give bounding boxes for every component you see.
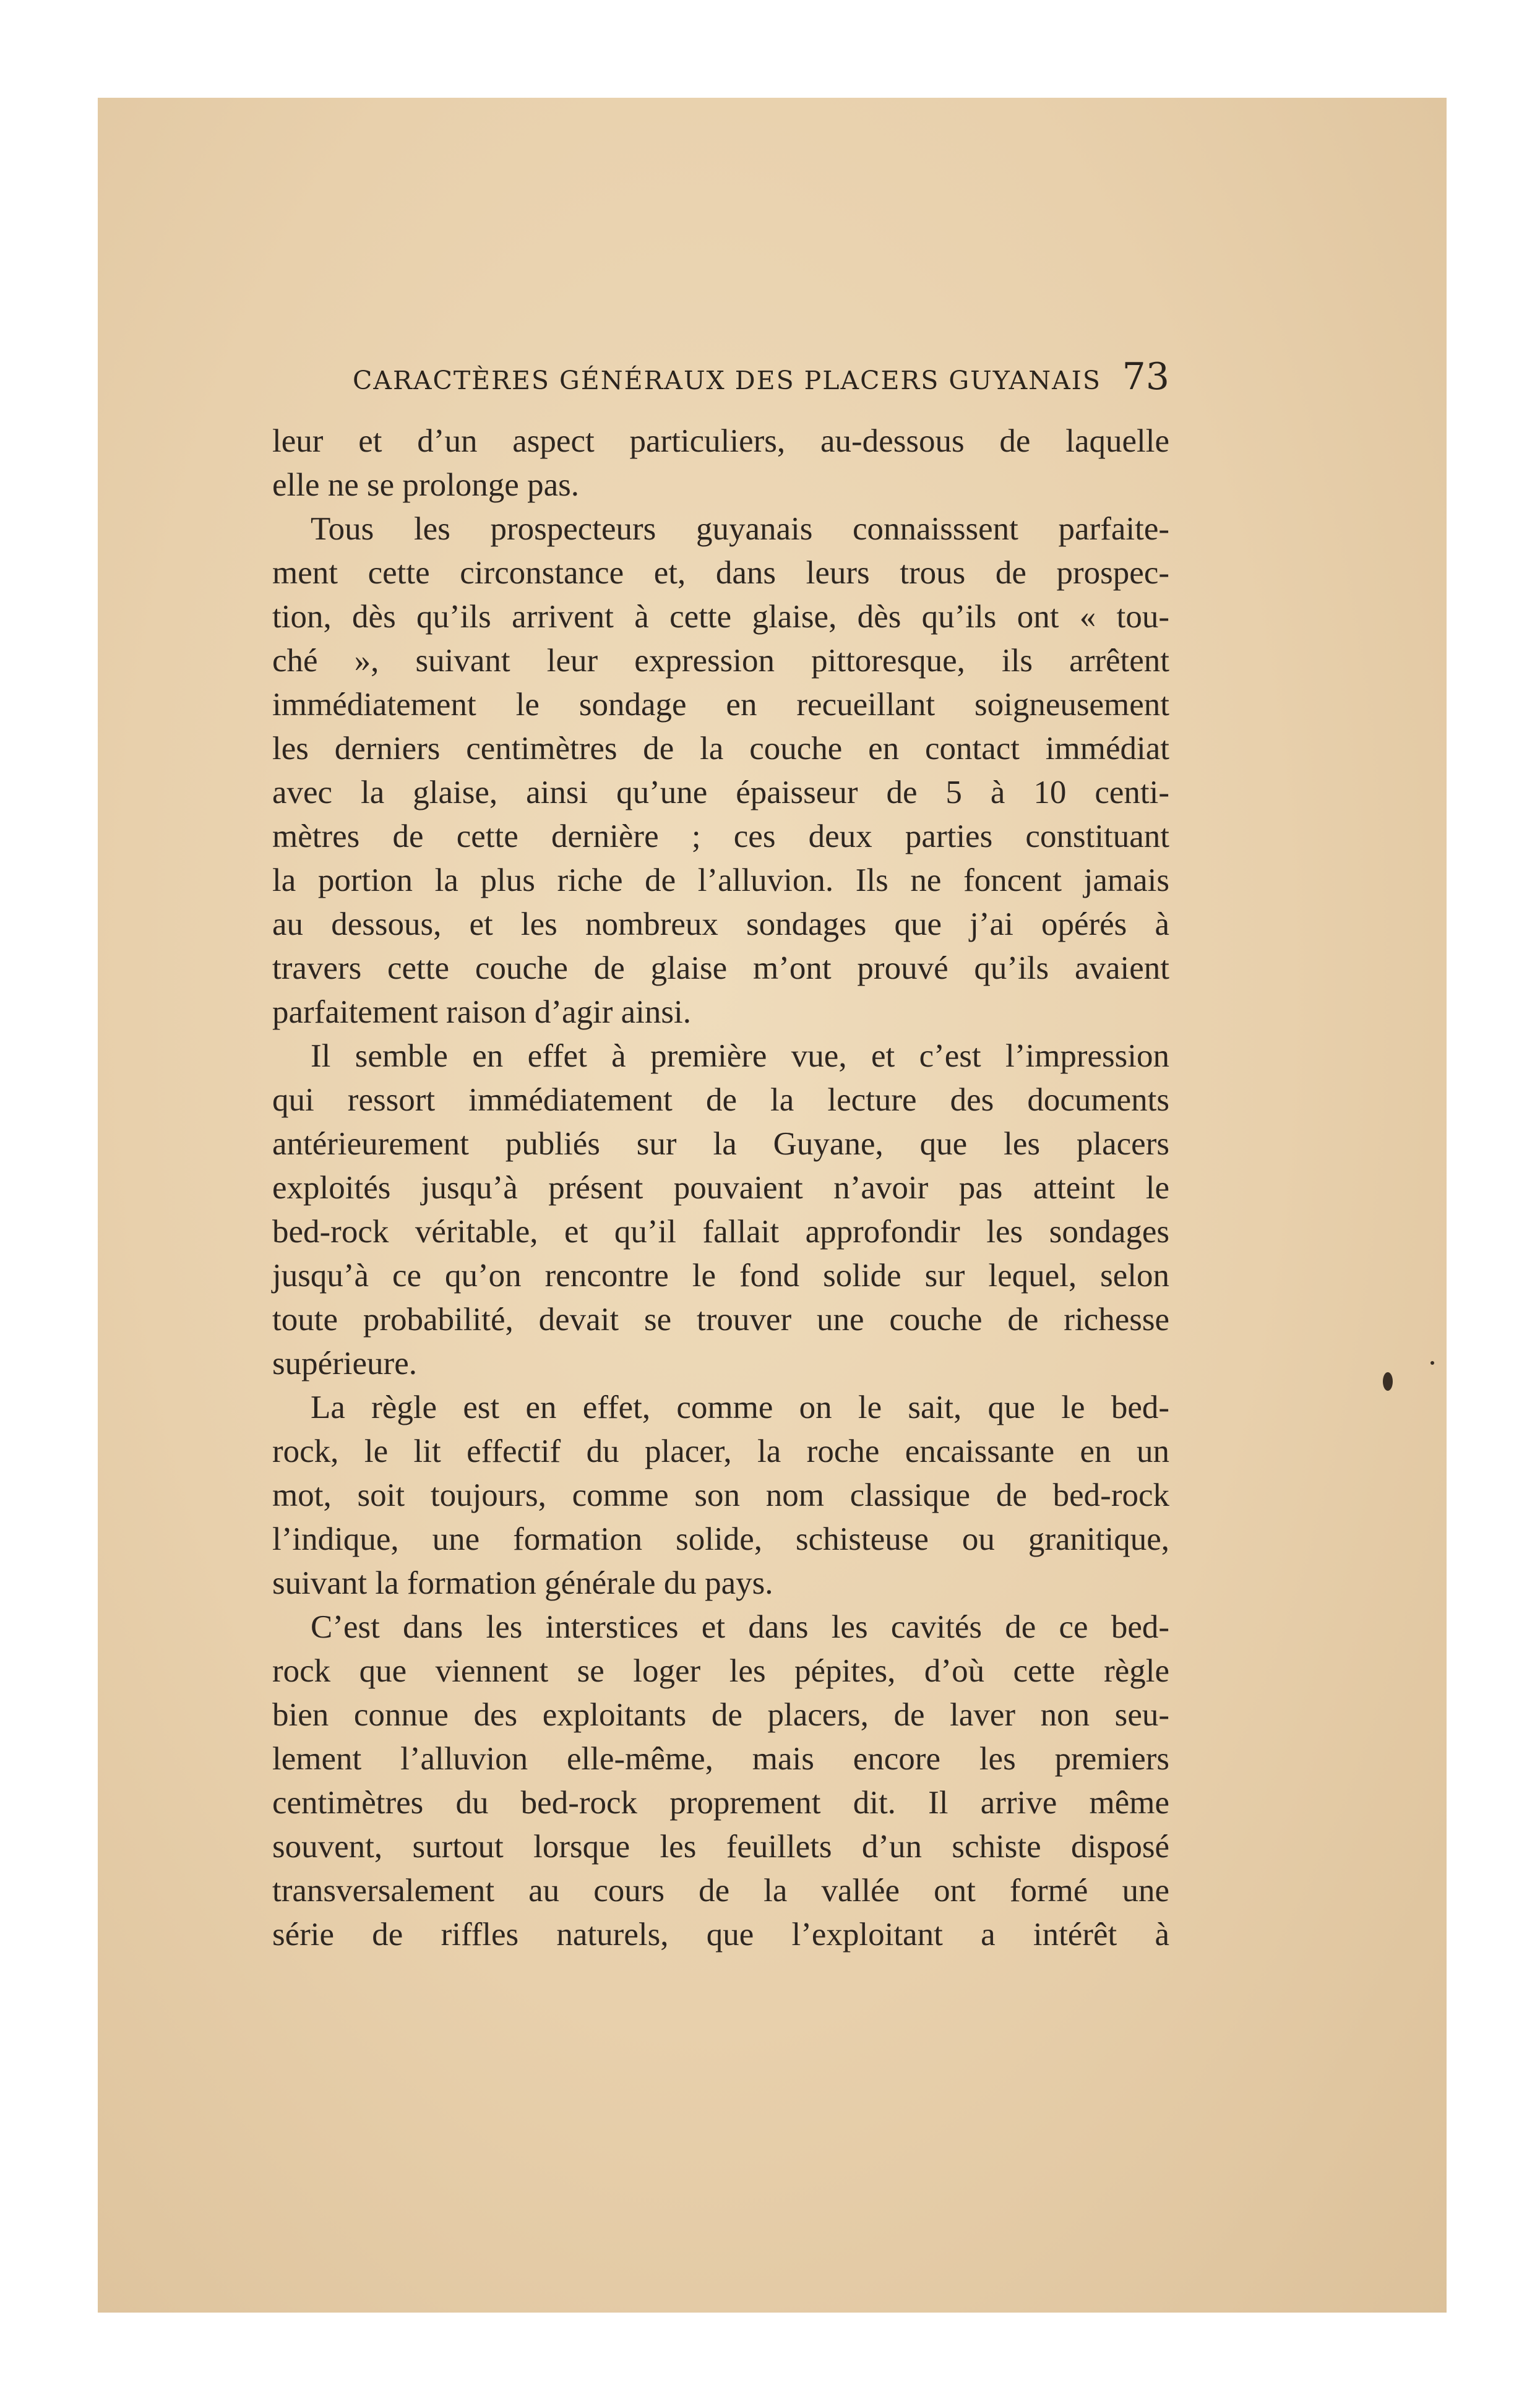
text-line: C’est dans les interstices et dans les cavités de ce bed-: [311, 1609, 1169, 1645]
text-line: rock que viennent se loger les pépites, d’où cette règle: [272, 1653, 1169, 1689]
text-line: l’indique, une formation solide, schisteuse ou granitique,: [272, 1521, 1169, 1557]
text-line: série de riffles naturels, que l’exploitant a intérêt à: [272, 1917, 1169, 1953]
text-line: suivant la formation générale du pays.: [272, 1565, 773, 1601]
text-line: bed-rock véritable, et qu’il fallait approfondir les sondages: [272, 1214, 1169, 1250]
text-line: supérieure.: [272, 1346, 417, 1381]
text-line: les derniers centimètres de la couche en contact immédiat: [272, 731, 1169, 767]
text-line: travers cette couche de glaise m’ont prouvé qu’ils avaient: [272, 950, 1169, 986]
text-line: transversalement au cours de la vallée ont formé une: [272, 1873, 1169, 1909]
text-line: immédiatement le sondage en recueillant soigneusement: [272, 687, 1169, 723]
text-line: rock, le lit effectif du placer, la roche encaissante en un: [272, 1433, 1169, 1469]
ink-spot: [1430, 1361, 1434, 1365]
text-line: parfaitement raison d’agir ainsi.: [272, 994, 691, 1030]
text-line: avec la glaise, ainsi qu’une épaisseur de 5 à 10 centi-: [272, 775, 1169, 810]
text-line: qui ressort immédiatement de la lecture des documents: [272, 1082, 1169, 1118]
text-line: Il semble en effet à première vue, et c’est l’impression: [311, 1038, 1169, 1074]
text-line: ché », suivant leur expression pittoresque, ils arrêtent: [272, 643, 1169, 679]
text-line: la portion la plus riche de l’alluvion. Ils ne foncent jamais: [272, 862, 1169, 898]
text-line: toute probabilité, devait se trouver une couche de richesse: [272, 1302, 1169, 1338]
text-line: mètres de cette dernière ; ces deux parties constituant: [272, 818, 1169, 854]
text-line: centimètres du bed-rock proprement dit. Il arrive même: [272, 1785, 1169, 1821]
text-line: Tous les prospecteurs guyanais connaisssent parfaite-: [311, 511, 1169, 547]
page-number: 73: [1122, 355, 1169, 398]
text-line: antérieurement publiés sur la Guyane, que les placers: [272, 1126, 1169, 1162]
page-header: [353, 355, 1169, 399]
body-text: [272, 419, 1169, 1957]
text-line: au dessous, et les nombreux sondages que j’ai opérés à: [272, 906, 1169, 942]
text-line: mot, soit toujours, comme son nom classique de bed-rock: [272, 1477, 1169, 1513]
text-line: lement l’alluvion elle-même, mais encore les premiers: [272, 1741, 1169, 1777]
text-line: exploités jusqu’à présent pouvaient n’avoir pas atteint le: [272, 1170, 1169, 1206]
running-title: CARACTÈRES GÉNÉRAUX DES PLACERS GUYANAIS: [353, 366, 1101, 395]
text-line: ment cette circonstance et, dans leurs trous de prospec-: [272, 555, 1169, 591]
text-line: tion, dès qu’ils arrivent à cette glaise, dès qu’ils ont « tou-: [272, 599, 1169, 635]
text-line: La règle est en effet, comme on le sait, que le bed-: [311, 1390, 1169, 1425]
text-line: leur et d’un aspect particuliers, au-dessous de laquelle: [272, 423, 1169, 459]
ink-spot: [1383, 1372, 1393, 1391]
text-line: souvent, surtout lorsque les feuillets d’un schiste disposé: [272, 1829, 1169, 1865]
text-line: bien connue des exploitants de placers, de laver non seu-: [272, 1697, 1169, 1733]
text-line: jusqu’à ce qu’on rencontre le fond solide sur lequel, selon: [272, 1258, 1169, 1294]
text-line: elle ne se prolonge pas.: [272, 467, 579, 503]
